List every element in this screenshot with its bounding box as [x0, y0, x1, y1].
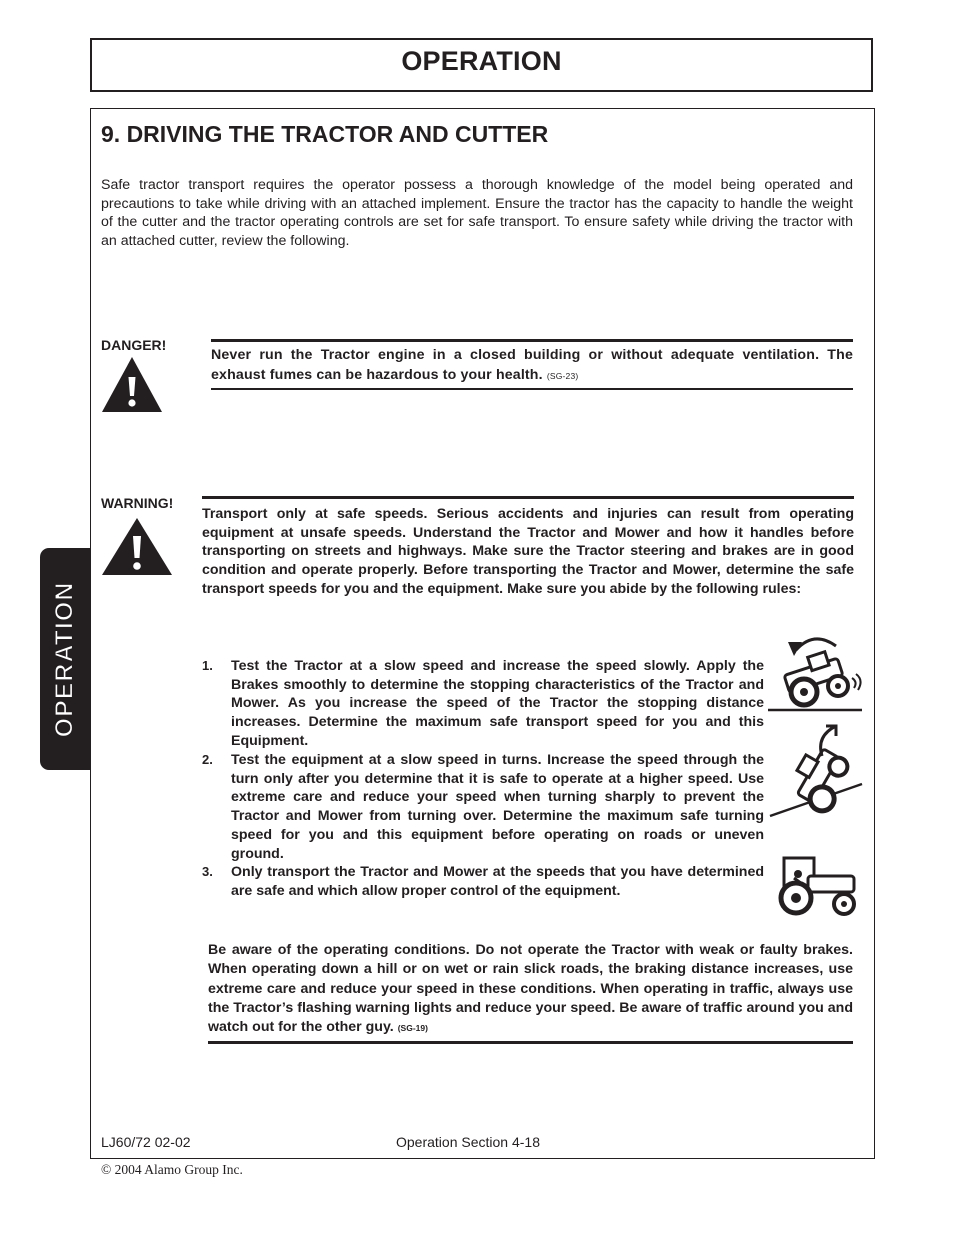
- footer-page-number: Operation Section 4-18: [396, 1134, 540, 1150]
- danger-bottom-rule: [211, 388, 853, 390]
- footer-model: LJ60/72 02-02: [101, 1134, 191, 1150]
- danger-label: DANGER!: [101, 337, 167, 353]
- danger-message: [211, 346, 853, 386]
- tractor-braking-icon: [766, 628, 864, 714]
- danger-warning-icon: [100, 355, 164, 414]
- intro-paragraph: Safe tractor transport requires the operator possess a thorough knowledge of the model being operated and precautions to take while driving with an attached implement. Ensure the tractor has the capacity to handle the weight of the cutter and the tractor operating controls are set for safe transport. To ensure safety while driving the tractor with an attached cutter, review the following.: [101, 177, 853, 250]
- warning-top-rule: [202, 496, 854, 499]
- caution-code: (SG-19): [397, 1023, 428, 1034]
- warning-label: WARNING!: [101, 495, 174, 511]
- list-item-number: 2.: [202, 752, 213, 767]
- tractor-rollover-icon: [766, 720, 864, 820]
- danger-text: Never run the Tractor engine in a closed building or without adequate ventilation. The exhaust fumes can be hazardous to your health.: [211, 347, 853, 383]
- copyright: © 2004 Alamo Group Inc.: [101, 1162, 243, 1177]
- warning-bottom-rule: [208, 1041, 853, 1044]
- caution-text: Be aware of the operating conditions. Do not operate the Tractor with weak or faulty brakes. When operating down a hill or on wet or rain slick roads, the braking distance increases, use extreme care and reduce your speed in these conditions. When operating in traffic, always use the Tractor’s flashing warning lights and reduce your speed. Be aware of traffic around you and watch out for the other guy.: [208, 942, 853, 1036]
- side-tab-label-wrap: [40, 548, 90, 770]
- danger-top-rule: [211, 339, 853, 342]
- list-item: [202, 657, 764, 751]
- caution-message: [208, 941, 853, 1038]
- list-item-number: 3.: [202, 864, 213, 879]
- side-tab-label: OPERATION: [50, 581, 79, 737]
- list-item-text: Test the Tractor at a slow speed and increase the speed slowly. Apply the Brakes smoothly to determine the stopping characteristics of the Tractor and Mower. As you increase the speed of the Tractor the stopping distance increases. Determine the maximum safe transport speed for you and this Equipment.: [231, 658, 764, 749]
- danger-code: (SG-23): [546, 370, 579, 381]
- warning-triangle-icon: [100, 516, 174, 577]
- list-item: [202, 751, 764, 864]
- page-title: OPERATION: [401, 46, 562, 76]
- list-item: [202, 863, 764, 903]
- warning-message: Transport only at safe speeds. Serious accidents and injuries can result from operating equipment at unsafe speeds. Understand the Tractor and Mower and how it handles before transporting on streets and highways. Make sure the Tractor steering and brakes are in good condition and operate properly. Before transporting the Tractor and Mower, determine the safe transport speeds for you and the equipment. Make sure you abide by the following rules:: [202, 506, 854, 597]
- list-item-text: Only transport the Tractor and Mower at the speeds that you have determined are safe and which allow proper control of the equipment.: [231, 864, 764, 899]
- list-item-text: Test the equipment at a slow speed in turns. Increase the speed through the turn only after you determine that it is safe to operate at a higher speed. Use extreme care and reduce your speed when turning sharply to prevent the Tractor and Mower from turning over. Determine the maximum safe turning speed for you and this equipment before operating on roads or uneven ground.: [231, 752, 764, 862]
- list-item-number: 1.: [202, 658, 213, 673]
- section-heading: 9. DRIVING THE TRACTOR AND CUTTER: [101, 121, 549, 147]
- tractor-icon: [768, 850, 860, 920]
